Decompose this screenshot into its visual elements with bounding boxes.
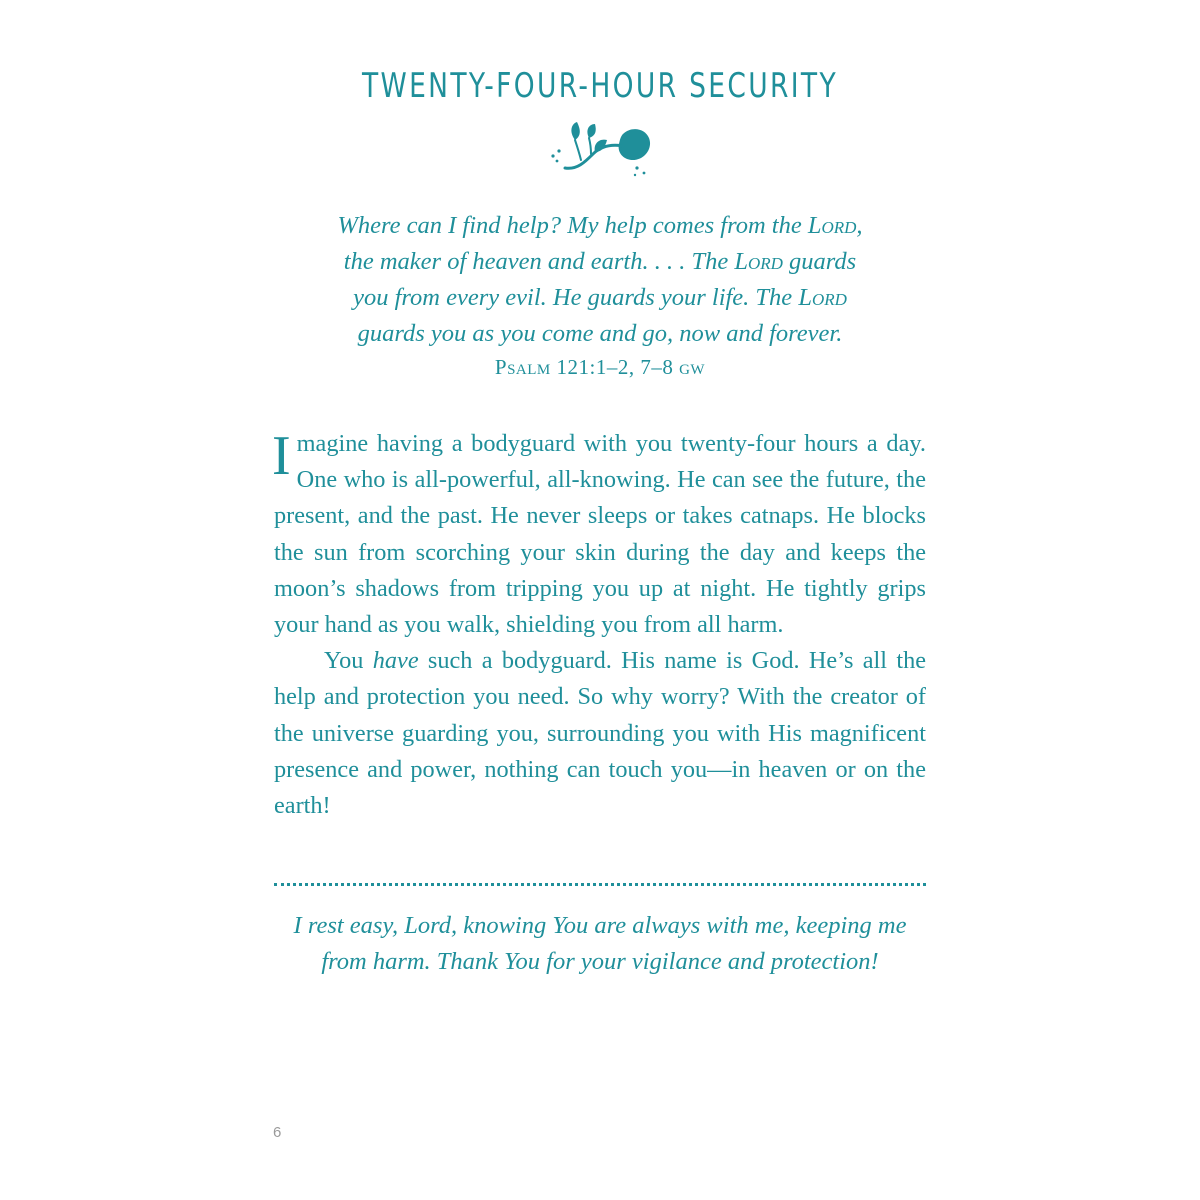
verse-reference: Psalm 121:1–2, 7–8 gw xyxy=(494,355,706,379)
rose-flourish-icon xyxy=(545,118,660,180)
body-paragraph-2: You have such a bodyguard. His name is God. He’s all the help and protection you need. So why worry? With the creator of the universe guarding you, surrounding you with His magnificent presence and power, nothing can touch you—in heaven or on the earth! xyxy=(274,647,926,820)
drop-cap: I xyxy=(272,425,291,487)
emphasis-have: have xyxy=(372,647,419,675)
body-paragraph-1: Imagine having a bodyguard with you twenty-four hours a day. One who is all-powerful, all-knowing. He can see the future, the present, and the past. He never sleeps or takes catnaps. He blocks the sun from scorching your skin during the day and keeps the moon’s shadows from tripping you up at night. He tightly grips your hand as you walk, shielding you from all harm. xyxy=(272,425,926,639)
verse-line-1: Where can I find help? My help comes from the Lord, xyxy=(337,212,863,239)
page-number: 6 xyxy=(273,1124,282,1141)
dotted-divider xyxy=(274,883,926,886)
prayer-line-1: I rest easy, Lord, knowing You are always with me, keeping me xyxy=(293,912,907,939)
devotional-body xyxy=(274,426,926,824)
page-title: TWENTY-FOUR-HOUR SECURITY xyxy=(361,66,839,106)
lord-small-caps: Lord xyxy=(807,212,857,239)
verse-line-2: the maker of heaven and earth. . . . The Lord guards xyxy=(343,248,857,275)
scripture-verse xyxy=(250,208,950,382)
lord-small-caps: Lord xyxy=(798,284,847,311)
closing-prayer xyxy=(250,908,950,980)
lord-small-caps: Lord xyxy=(734,248,783,275)
prayer-line-2: from harm. Thank You for your vigilance and protection! xyxy=(321,948,879,975)
verse-line-4: guards you as you come and go, now and forever. xyxy=(357,320,843,347)
verse-line-3: you from every evil. He guards your life. The Lord xyxy=(353,284,847,311)
